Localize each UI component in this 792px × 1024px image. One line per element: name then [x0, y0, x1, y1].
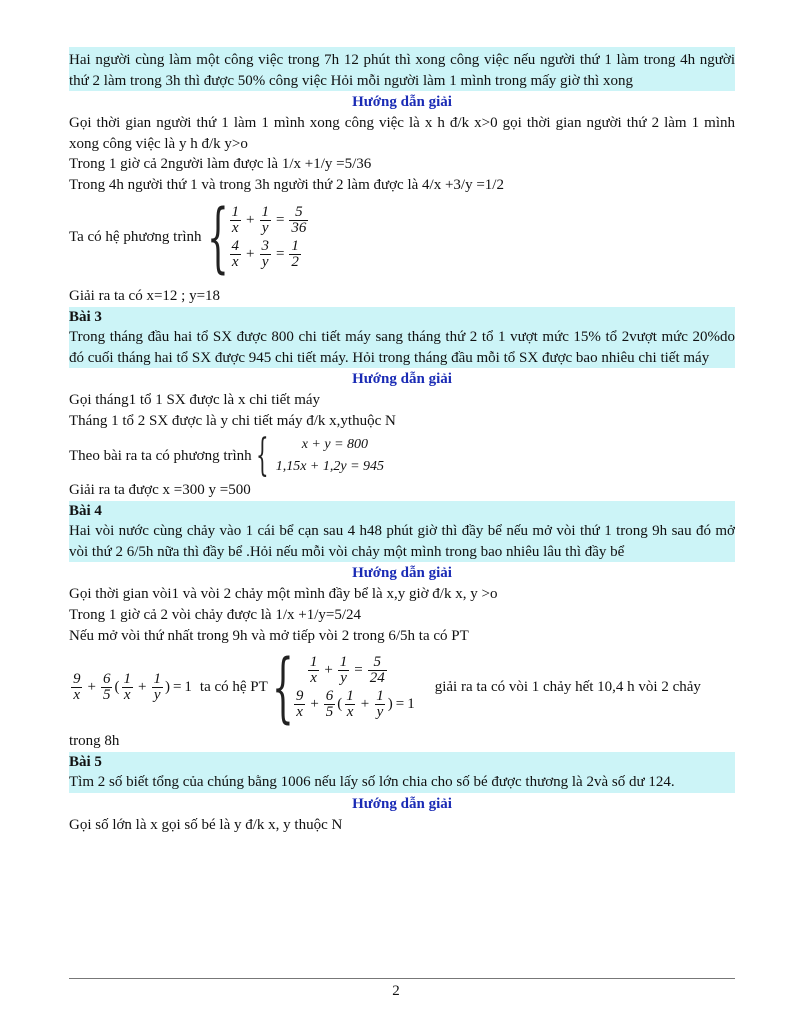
solution-heading: Hướng dẫn giải	[352, 94, 452, 110]
bai4-heading: Hướng dẫn giải	[352, 565, 452, 581]
sol1-line1: Gọi thời gian người thứ 1 làm 1 mình xong công việc là x h đ/k x>0 gọi thời gian người thứ 2 làm 1 mình xong công việc là y h đ/k y>o	[69, 115, 735, 152]
bai3-line2: Tháng 1 tổ 2 SX được là y chi tiết máy đ/k x,ythuộc N	[69, 413, 396, 429]
sol1-equations	[227, 203, 310, 271]
footer-rule	[69, 978, 735, 979]
bai3-problem: Trong tháng đầu hai tổ SX được 800 chi tiết máy sang tháng thứ 2 tổ 1 vượt mức 15% tổ 2vượt mức 20%do đó cuối tháng hai tổ SX được 945 chi tiết máy. Hỏi trong tháng đầu mỗi tổ SX được bao nhiêu chi tiết máy	[69, 327, 735, 368]
bai4-line2: Trong 1 giờ cả 2 vòi chảy được là 1/x +1/y=5/24	[69, 607, 361, 623]
bai4-mid-text: ta có hệ PT	[199, 678, 268, 695]
bai5-title: Bài 5	[69, 752, 735, 772]
left-brace: {	[207, 192, 230, 281]
bai3-system	[69, 432, 735, 480]
document-page	[69, 47, 735, 836]
bai3-equations	[276, 434, 384, 478]
bai3-line1: Gọi tháng1 tổ 1 SX được là x chi tiết máy	[69, 392, 321, 408]
bai4-line3: Nếu mở vòi thứ nhất trong 9h và mở tiếp vòi 2 trong 6/5h ta có PT	[69, 628, 469, 644]
left-brace: {	[271, 642, 294, 731]
bai4-equations	[292, 653, 415, 721]
left-brace: {	[255, 430, 269, 481]
sol1-line3: Trong 4h người thứ 1 và trong 3h người thứ 2 làm được là 4/x +3/y =1/2	[69, 177, 504, 193]
sol1-system-label: Ta có hệ phương trình	[69, 228, 202, 245]
sol1-eq2: $\frac{4}{x}$ + $\frac{3}{y}$ = $\frac{1}{2}$	[231, 237, 299, 270]
sol1-line2: Trong 1 giờ cả 2người làm được là 1/x +1/y =5/36	[69, 156, 372, 172]
bai4-tail: trong 8h	[69, 733, 120, 749]
bai5-line1: Gọi số lớn là x gọi số bé là y đ/k x, y thuộc N	[69, 816, 343, 833]
bai3-result: Giải ra ta được x =300 y =500	[69, 482, 251, 498]
bai4-pt: $\frac{9}{x}$ + $\frac{6}{5}$ ( $\frac{1}{x}$ + $\frac{1}{y}$ ) = 1	[73, 670, 192, 703]
bai4-problem: Hai vòi nước cùng chảy vào 1 cái bể cạn sau 4 h48 phút giờ thì đầy bể nếu mở vòi thứ 1 trong 9h sau đó mở vòi thứ 2 6/5h nữa thì đầy bể .Hỏi nếu mỗi vòi chảy một mình trong bao nhiêu lâu thì đầy bể	[69, 521, 735, 562]
bai4-eq2: $\frac{9}{x}$ + $\frac{6}{5}$ ( $\frac{1}{x}$ + $\frac{1}{y}$ ) = 1	[295, 687, 415, 720]
bai4-title: Bài 4	[69, 501, 735, 521]
bai4-right-text: giải ra ta có vòi 1 chảy hết 10,4 h vòi 2 chảy	[434, 678, 701, 695]
bai5-heading: Hướng dẫn giải	[352, 795, 452, 812]
bai4-system	[69, 642, 735, 731]
sol1-result: Giải ra ta có x=12 ; y=18	[69, 288, 221, 304]
page-number: 2	[392, 983, 400, 999]
bai3-title: Bài 3	[69, 307, 735, 327]
intro-problem: Hai người cùng làm một công việc trong 7h 12 phút thì xong công việc nếu người thứ 1 làm trong 4h người thứ 2 làm trong 3h thì được 50% công việc Hỏi mỗi người làm 1 mình trong mấy giờ thì xong	[69, 47, 735, 91]
bai4-eq1: $\frac{1}{x}$ + $\frac{1}{y}$ = $\frac{5}{24}$	[309, 653, 385, 686]
bai3-heading: Hướng dẫn giải	[352, 371, 452, 387]
bai5-problem: Tìm 2 số biết tổng của chúng bằng 1006 nếu lấy số lớn chia cho số bé được thương là 2và số dư 124.	[69, 772, 735, 793]
sol1-system	[69, 192, 735, 281]
bai3-eq1: x + y = 800	[301, 437, 369, 452]
bai3-system-label: Theo bài ra ta có phương trình	[69, 447, 252, 464]
sol1-eq1: $\frac{1}{x}$ + $\frac{1}{y}$ = $\frac{5}{36}$	[231, 203, 307, 236]
bai3-eq2: 1,15x + 1,2y = 945	[275, 459, 385, 474]
bai4-line1: Gọi thời gian vòi1 và vòi 2 chảy một mình đầy bể là x,y giờ đ/k x, y >o	[69, 586, 498, 602]
